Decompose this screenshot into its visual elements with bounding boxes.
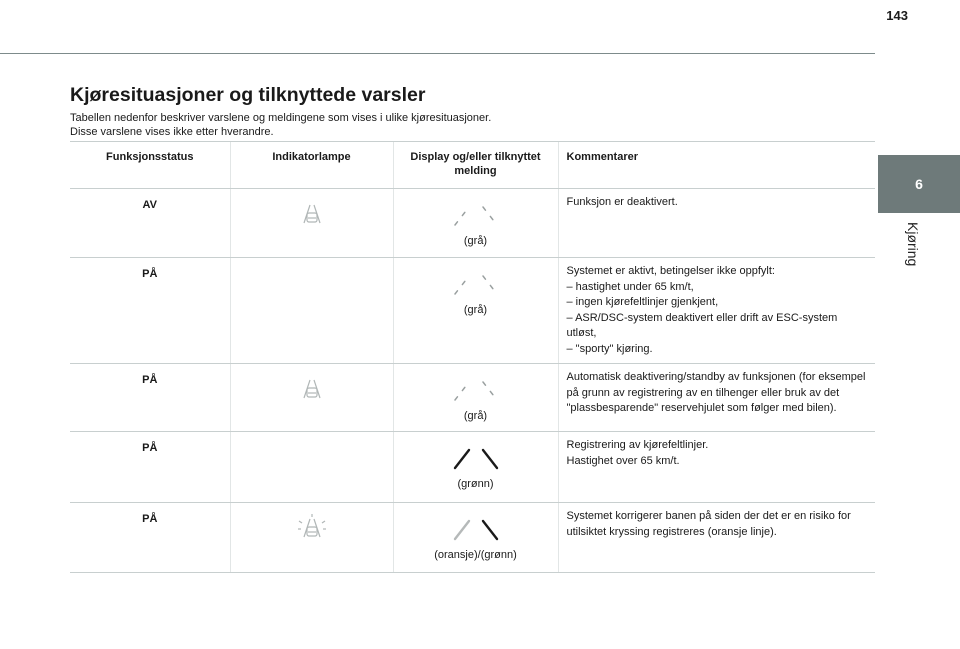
comment-cell [558, 503, 875, 573]
left-lane-line [455, 450, 469, 468]
comment-line: Hastighet over 65 km/t. [566, 454, 680, 467]
table-row [70, 503, 875, 573]
display-cell [393, 258, 558, 364]
comment-line: Funksjon er deaktivert. [566, 196, 678, 208]
display-color-label: (oransje)/(grønn) [434, 549, 517, 561]
comment-line: – ASR/DSC-system deaktivert eller drift av ESC-system utløst, [566, 311, 838, 339]
lamp-cell [230, 189, 393, 258]
status-cell: AV [70, 189, 230, 258]
intro-text [70, 111, 491, 139]
intro-line: Disse varslene vises ikke etter hverandre. [70, 126, 274, 138]
comment-line: – hastighet under 65 km/t, [566, 280, 694, 293]
status-cell: PÅ [70, 364, 230, 432]
right-lane-line [483, 521, 497, 539]
table-row [70, 258, 875, 364]
lamp-cell [230, 258, 393, 364]
display-color-label: (grønn) [457, 478, 494, 490]
chapter-tab[interactable]: 6 [878, 155, 960, 213]
intro-line: Tabellen nedenfor beskriver varslene og meldingene som vises i ulike kjøresituasjoner. [70, 112, 492, 124]
comment-cell [558, 364, 875, 432]
display-cell [393, 432, 558, 503]
header-status: Funksjonsstatus [70, 142, 230, 189]
comment-line: – ingen kjørefeltlinjer gjenkjent, [566, 296, 719, 308]
comment-cell [558, 432, 875, 503]
lane-lines-icon [449, 446, 503, 470]
comment-line: Registrering av kjørefeltlinjer. [566, 439, 709, 451]
display-color-label: (grå) [463, 235, 488, 247]
lane-lines-icon [449, 203, 503, 227]
left-lane-line [455, 521, 469, 539]
comment-cell [558, 189, 875, 258]
table-header-row [70, 142, 875, 189]
warnings-table [70, 141, 875, 573]
status-cell: PÅ [70, 503, 230, 573]
status-cell: PÅ [70, 432, 230, 503]
table-row [70, 189, 875, 258]
lamp-cell [230, 432, 393, 503]
header-lamp: Indikatorlampe [230, 142, 393, 189]
lamp-cell [230, 503, 393, 573]
status-cell: PÅ [70, 258, 230, 364]
page-title: Kjøresituasjoner og tilknyttede varsler [70, 84, 426, 106]
comment-line: – "sporty" kjøring. [566, 342, 653, 355]
display-color-label: (grå) [463, 410, 488, 422]
lane-lines-icon [449, 517, 503, 541]
comment-line: Systemet er aktivt, betingelser ikke oppfylt: [566, 265, 775, 277]
left-lane-line [455, 382, 469, 400]
table-row [70, 432, 875, 503]
header-display: Display og/eller tilknyttet melding [393, 142, 558, 189]
comment-line: Systemet korrigerer banen på siden der det er en risiko for utilsiktet kryssing registreres (oransje linje). [566, 510, 851, 538]
right-lane-line [483, 450, 497, 468]
header-comments: Kommentarer [558, 142, 875, 189]
display-cell [393, 364, 558, 432]
chapter-label: Kjøring [905, 222, 921, 267]
header-divider [0, 53, 875, 54]
display-cell [393, 189, 558, 258]
comment-cell [558, 258, 875, 364]
page-number: 143 [886, 8, 908, 23]
right-lane-line [483, 207, 497, 225]
left-lane-line [455, 276, 469, 294]
lamp-cell [230, 364, 393, 432]
lane-assist-warning-icon [295, 513, 329, 543]
lane-lines-icon [449, 272, 503, 296]
display-cell [393, 503, 558, 573]
right-lane-line [483, 276, 497, 294]
lane-assist-grey-icon [295, 199, 329, 229]
lane-lines-icon [449, 378, 503, 402]
display-color-label: (grå) [463, 304, 488, 316]
lane-assist-grey-icon [295, 374, 329, 404]
comment-line: Automatisk deaktivering/standby av funksjonen (for eksempel på grunn av registrering av en tilhenger eller bruk av det "plassbesparende" reservehjulet som følger med bilen). [566, 371, 866, 414]
left-lane-line [455, 207, 469, 225]
right-lane-line [483, 382, 497, 400]
table-row [70, 364, 875, 432]
